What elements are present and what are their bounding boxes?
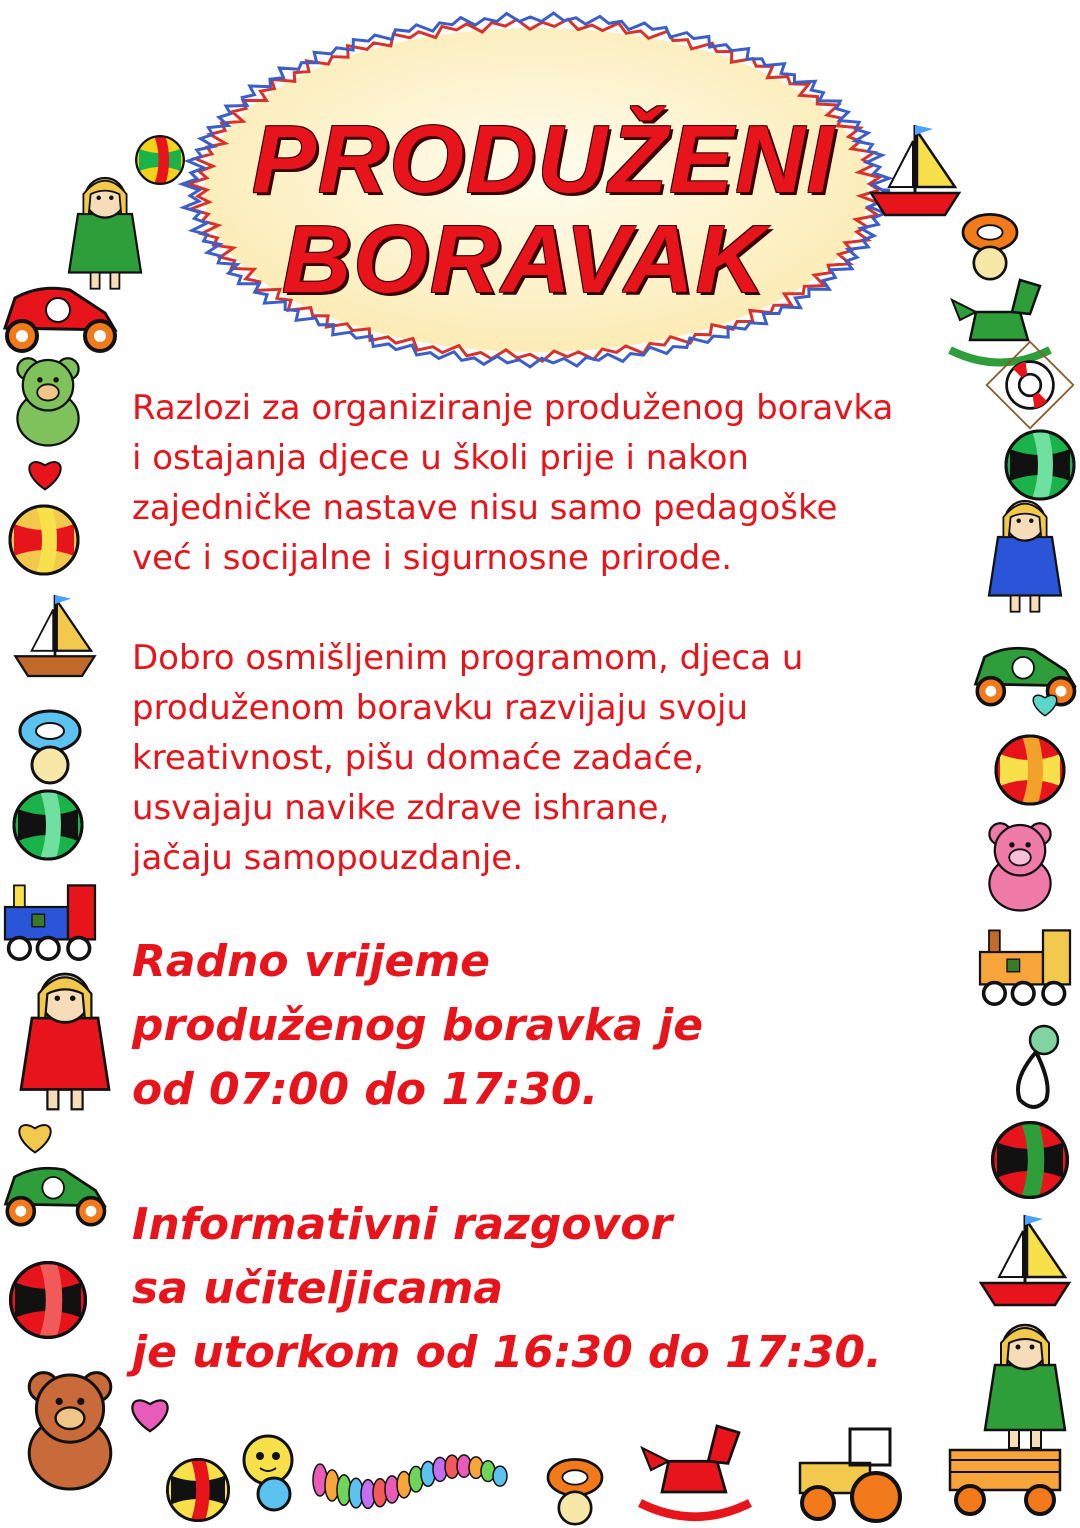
toy-train-icon <box>5 885 95 959</box>
ball-icon <box>14 791 82 859</box>
toy-tractor-icon <box>800 1429 900 1521</box>
sailboat-icon <box>15 595 94 676</box>
title-line-2: BORAVAK <box>282 206 768 313</box>
text-line: Informativni razgovor <box>132 1199 673 1250</box>
text-line: već i socijalne i sigurnosne prirode. <box>132 538 733 578</box>
pacifier-icon <box>548 1459 602 1524</box>
working-hours <box>132 930 1012 1122</box>
rocking-horse-icon <box>640 1426 750 1517</box>
teddy-bear-icon <box>17 358 78 445</box>
reasons-paragraph <box>132 383 1012 583</box>
text-line: produženom boravku razvijaju svoju <box>132 688 749 728</box>
ball-icon <box>993 1123 1068 1198</box>
pacifier-icon <box>963 214 1017 279</box>
ball-icon <box>10 506 78 574</box>
heart-icon <box>132 1400 167 1431</box>
program-paragraph <box>132 633 1012 883</box>
ball-icon <box>136 136 184 184</box>
text-line: usvajaju navike zdrave ishrane, <box>132 788 670 828</box>
heart-icon <box>29 462 60 489</box>
text-line: Razlozi za organiziranje produženog boravka <box>132 388 894 428</box>
heart-icon <box>19 1125 50 1152</box>
text-line: sa učiteljicama <box>132 1263 504 1314</box>
meeting-info <box>132 1193 1012 1385</box>
text-line: kreativnost, pišu domaće zadaće, <box>132 738 704 778</box>
toy-car-icon <box>5 1168 104 1225</box>
ball-icon <box>11 1263 86 1338</box>
ball-icon <box>167 1459 228 1520</box>
text-line: jačaju samopouzdanje. <box>132 838 523 878</box>
bead-rattle-icon <box>313 1455 507 1509</box>
rocking-horse-icon <box>950 280 1050 363</box>
toy-car-icon <box>5 288 115 351</box>
title-line-1: PRODUŽENI <box>252 106 836 213</box>
text-line: produženog boravka je <box>132 1000 704 1051</box>
rattle-icon <box>1018 1026 1058 1107</box>
text-line: Dobro osmišljenim programom, djeca u <box>132 638 804 678</box>
text-line: od 07:00 do 17:30. <box>132 1064 599 1115</box>
heart-icon <box>1033 695 1057 716</box>
doll-icon <box>21 974 109 1109</box>
caterpillar-icon <box>244 1436 292 1510</box>
doll-icon <box>69 178 141 289</box>
pacifier-icon <box>20 711 80 783</box>
text-line: zajedničke nastave nisu samo pedagoške <box>132 488 838 528</box>
text-line: i ostajanja djece u školi prije i nakon <box>132 438 749 478</box>
text-line: Radno vrijeme <box>132 936 491 987</box>
ball-icon <box>1006 431 1074 499</box>
teddy-bear-icon <box>29 1373 111 1489</box>
text-line: je utorkom od 16:30 do 17:30. <box>132 1327 882 1378</box>
toy-wagon-icon <box>950 1450 1060 1514</box>
